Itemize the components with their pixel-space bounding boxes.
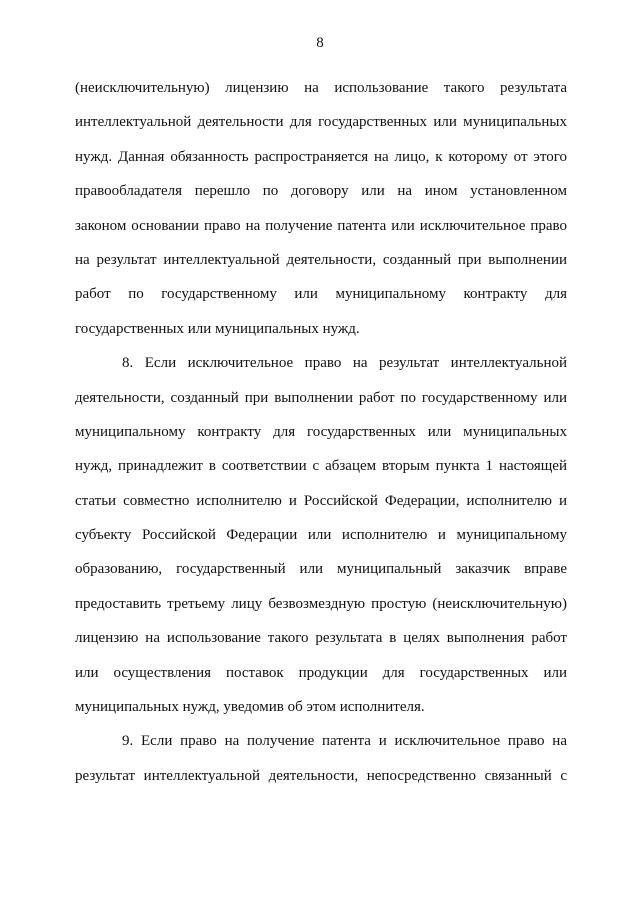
- paragraph-9: [75, 726, 567, 795]
- text-line: лицензию на использование такого результата в целях выполнения работ: [75, 630, 567, 647]
- document-body: [75, 73, 567, 795]
- text-line: (неисключительную) лицензию на использование такого результата: [75, 80, 567, 96]
- text-line: образованию, государственный или муниципальный заказчик вправе: [75, 561, 567, 578]
- text-line: 9. Если право на получение патента и исключительное право на: [122, 733, 567, 750]
- paragraph-continuation: [75, 73, 567, 348]
- text-line: государственных или муниципальных нужд.: [75, 320, 360, 337]
- text-line: муниципальному контракту для государственных или муниципальных: [75, 423, 567, 440]
- text-line: законом основании право на получение патента или исключительное право: [75, 217, 567, 234]
- text-line: деятельности, созданный при выполнении работ по государственному или: [75, 389, 567, 406]
- paragraph-8: [75, 348, 567, 726]
- text-line: правообладателя перешло по договору или на ином установленном: [75, 183, 567, 200]
- text-line: нужд. Данная обязанность распространяется на лицо, к которому от этого: [75, 148, 567, 165]
- text-line: на результат интеллектуальной деятельности, созданный при выполнении: [75, 251, 567, 268]
- text-line: работ по государственному или муниципальному контракту для: [75, 286, 567, 303]
- text-line: статьи совместно исполнителю и Российской Федерации, исполнителю и: [75, 492, 567, 509]
- text-line: или осуществления поставок продукции для государственных или: [75, 664, 567, 681]
- page-number: 8: [316, 35, 324, 51]
- text-line: 8. Если исключительное право на результат интеллектуальной: [122, 355, 567, 372]
- text-line: нужд, принадлежит в соответствии с абзацем вторым пункта 1 настоящей: [75, 458, 567, 475]
- text-line: интеллектуальной деятельности для государственных или муниципальных: [75, 114, 567, 131]
- text-line: муниципальных нужд, уведомив об этом исполнителя.: [75, 699, 425, 716]
- text-line: результат интеллектуальной деятельности, непосредственно связанный с: [75, 767, 567, 784]
- text-line: субъекту Российской Федерации или исполнителю и муниципальному: [75, 527, 567, 544]
- text-line: предоставить третьему лицу безвозмездную простую (неисключительную): [75, 595, 567, 612]
